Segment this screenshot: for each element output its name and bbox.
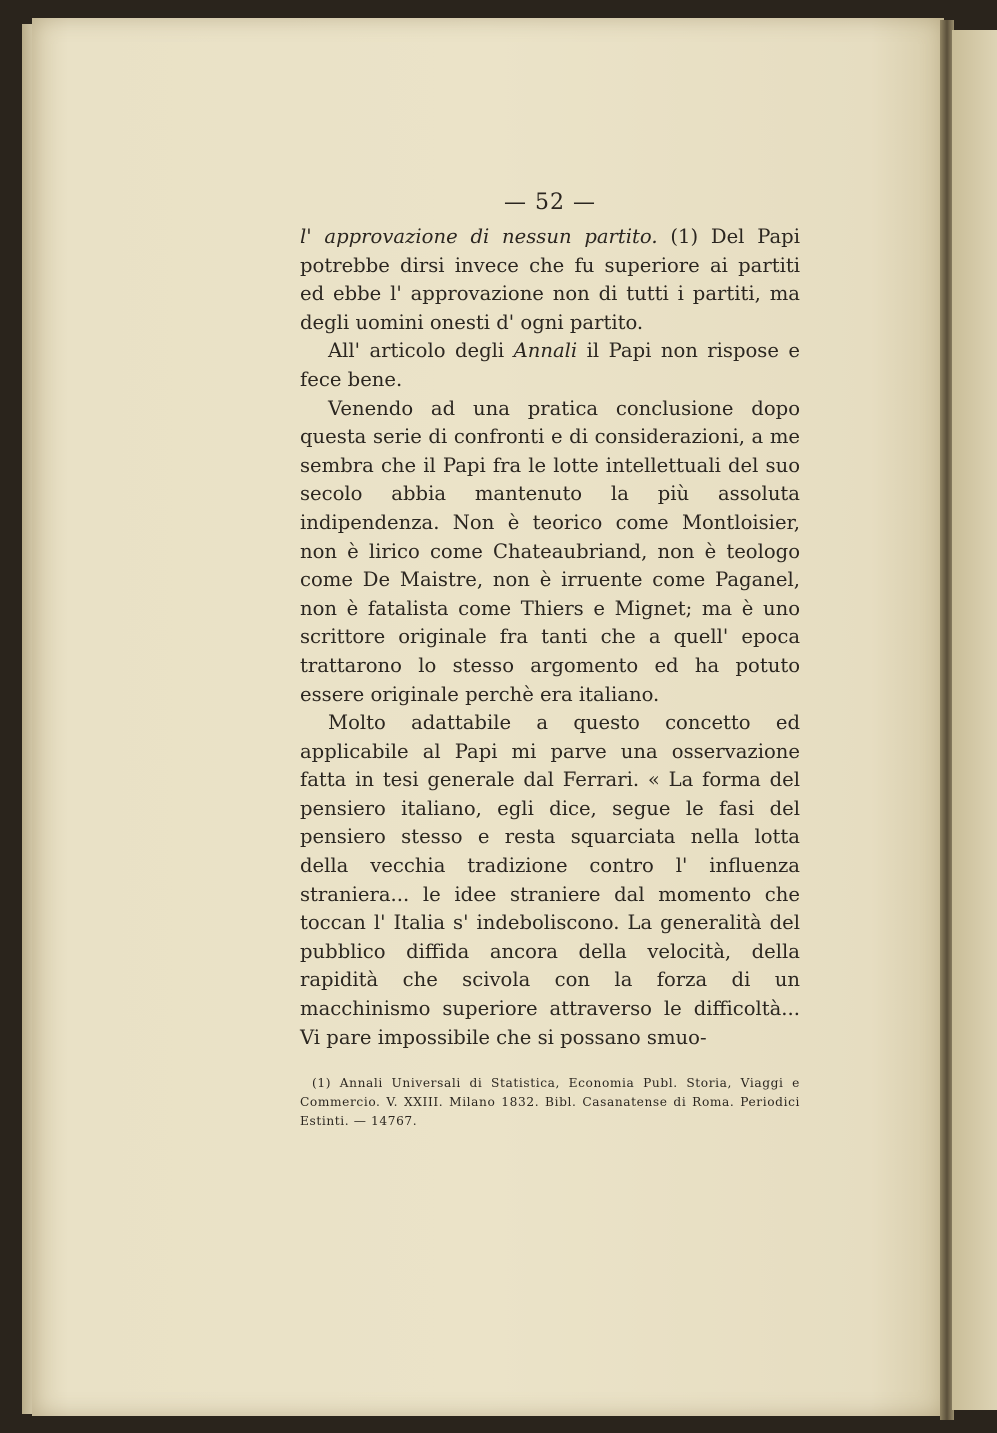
paragraph-2 <box>300 337 800 394</box>
annali-title: Annali <box>513 339 578 363</box>
paragraph-2-before: All' articolo degli <box>328 339 514 363</box>
page-number: — 52 — <box>504 190 596 215</box>
paragraph-2-after: il Papi non rispose e fece bene. <box>300 339 800 391</box>
paragraph-1-text: (1) Del Papi potrebbe dirsi invece che fu superiore ai partiti ed ebbe l' approvazione non di tutti i partiti, ma degli uomini onesti d' ogni partito. <box>300 225 800 334</box>
paragraph-1 <box>300 223 800 337</box>
facing-page-edge <box>952 30 997 1410</box>
page-text-block <box>300 190 800 1131</box>
footnote: (1) Annali Universali di Statistica, Economia Publ. Storia, Viaggi e Commercio. V. XXIII. Milano 1832. Bibl. Casanatense di Roma. Periodici Estinti. — 14767. <box>300 1076 800 1129</box>
paragraph-3: Venendo ad una pratica conclusione dopo questa serie di confronti e di considerazioni, a me sembra che il Papi fra le lotte intellettuali del suo secolo abbia mantenuto la più assoluta indipendenza. Non è teorico come Montloisier, non è lirico come Chateaubriand, non è teologo come De Maistre, non è irruente come Paganel, non è fatalista come Thiers e Mignet; ma è uno scrittore originale fra tanti che a quell' epoca trattarono lo stesso argomento ed ha potuto essere originale perchè era italiano. <box>300 396 800 706</box>
paragraph-4: Molto adattabile a questo concetto ed applicabile al Papi mi parve una osservazione fatta in tesi generale dal Ferrari. « La forma del pensiero italiano, egli dice, segue le fasi del pensiero stesso e resta squarciata nella lotta della vecchia tradizione contro l' influenza straniera... le idee straniere dal momento che toccan l' Italia s' indeboliscono. La generalità del pubblico diffida ancora della velocità, della rapidità che scivola con la forza di un macchinismo superiore attraverso le difficoltà... Vi pare impossibile che si possano smuo- <box>300 711 800 1049</box>
italic-lead: l' approvazione di nessun partito. <box>300 225 658 248</box>
